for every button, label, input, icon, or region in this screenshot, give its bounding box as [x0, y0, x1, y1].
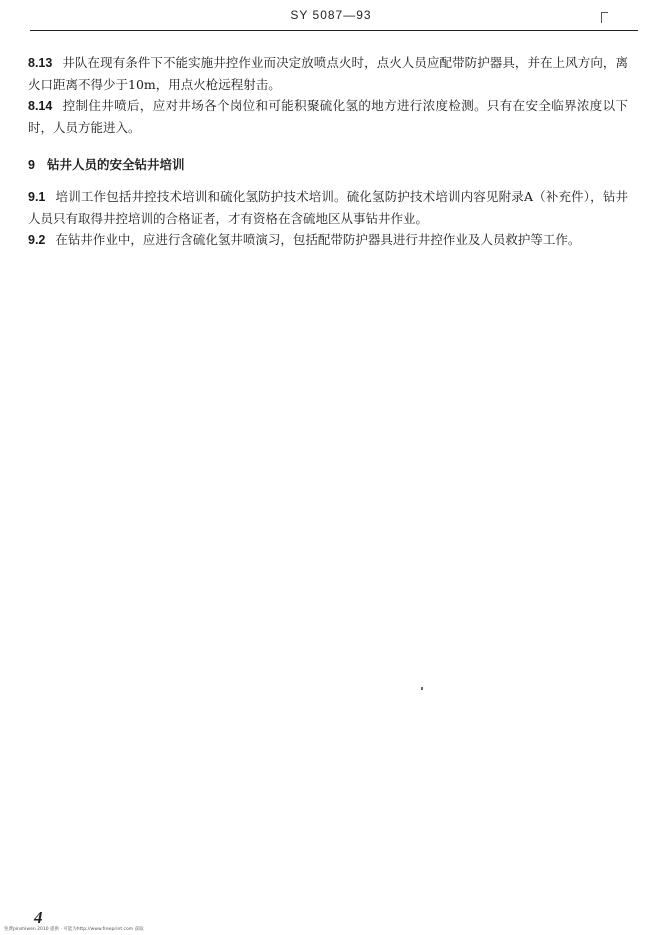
section-title: 钻井人员的安全钻井培训	[46, 157, 185, 172]
scan-speck	[421, 687, 423, 690]
footer-watermark: 免费pinshiwen 2010 提供 · 可能为http://www.freeprint.com 获取	[4, 927, 144, 932]
clause-9-1	[28, 186, 628, 229]
clause-text: 井队在现有条件下不能实施井控作业而决定放喷点火时，点火人员应配带防护器具，并在上风方向，离火口距离不得少于10m，用点火枪远程射击。	[28, 55, 628, 92]
clause-9-2	[28, 229, 628, 251]
page-number: 4	[34, 908, 43, 927]
clause-text: 在钻井作业中，应进行含硫化氢井喷演习，包括配带防护器具进行井控作业及人员救护等工作。	[55, 232, 581, 247]
clause-number: 9.2	[28, 233, 46, 247]
clause-number: 9.1	[28, 190, 46, 204]
header-rule	[30, 30, 638, 31]
clause-text: 培训工作包括井控技术培训和硫化氢防护技术培训。硫化氢防护技术培训内容见附录A（补充件），钻井人员只有取得井控培训的合格证者，才有资格在含硫地区从事钻井作业。	[28, 189, 628, 226]
document-body	[28, 52, 628, 251]
clause-number: 8.13	[28, 56, 53, 70]
scan-corner-mark	[601, 12, 608, 23]
clause-text: 控制住井喷后，应对井场各个岗位和可能积聚硫化氢的地方进行浓度检测。只有在安全临界浓度以下时，人员方能进入。	[28, 98, 628, 135]
section-9-heading	[28, 154, 628, 176]
clause-number: 8.14	[28, 99, 53, 113]
section-number: 9	[28, 158, 35, 172]
clause-8-14	[28, 95, 628, 138]
clause-8-13	[28, 52, 628, 95]
standard-number-header: SY 5087—93	[290, 8, 372, 22]
